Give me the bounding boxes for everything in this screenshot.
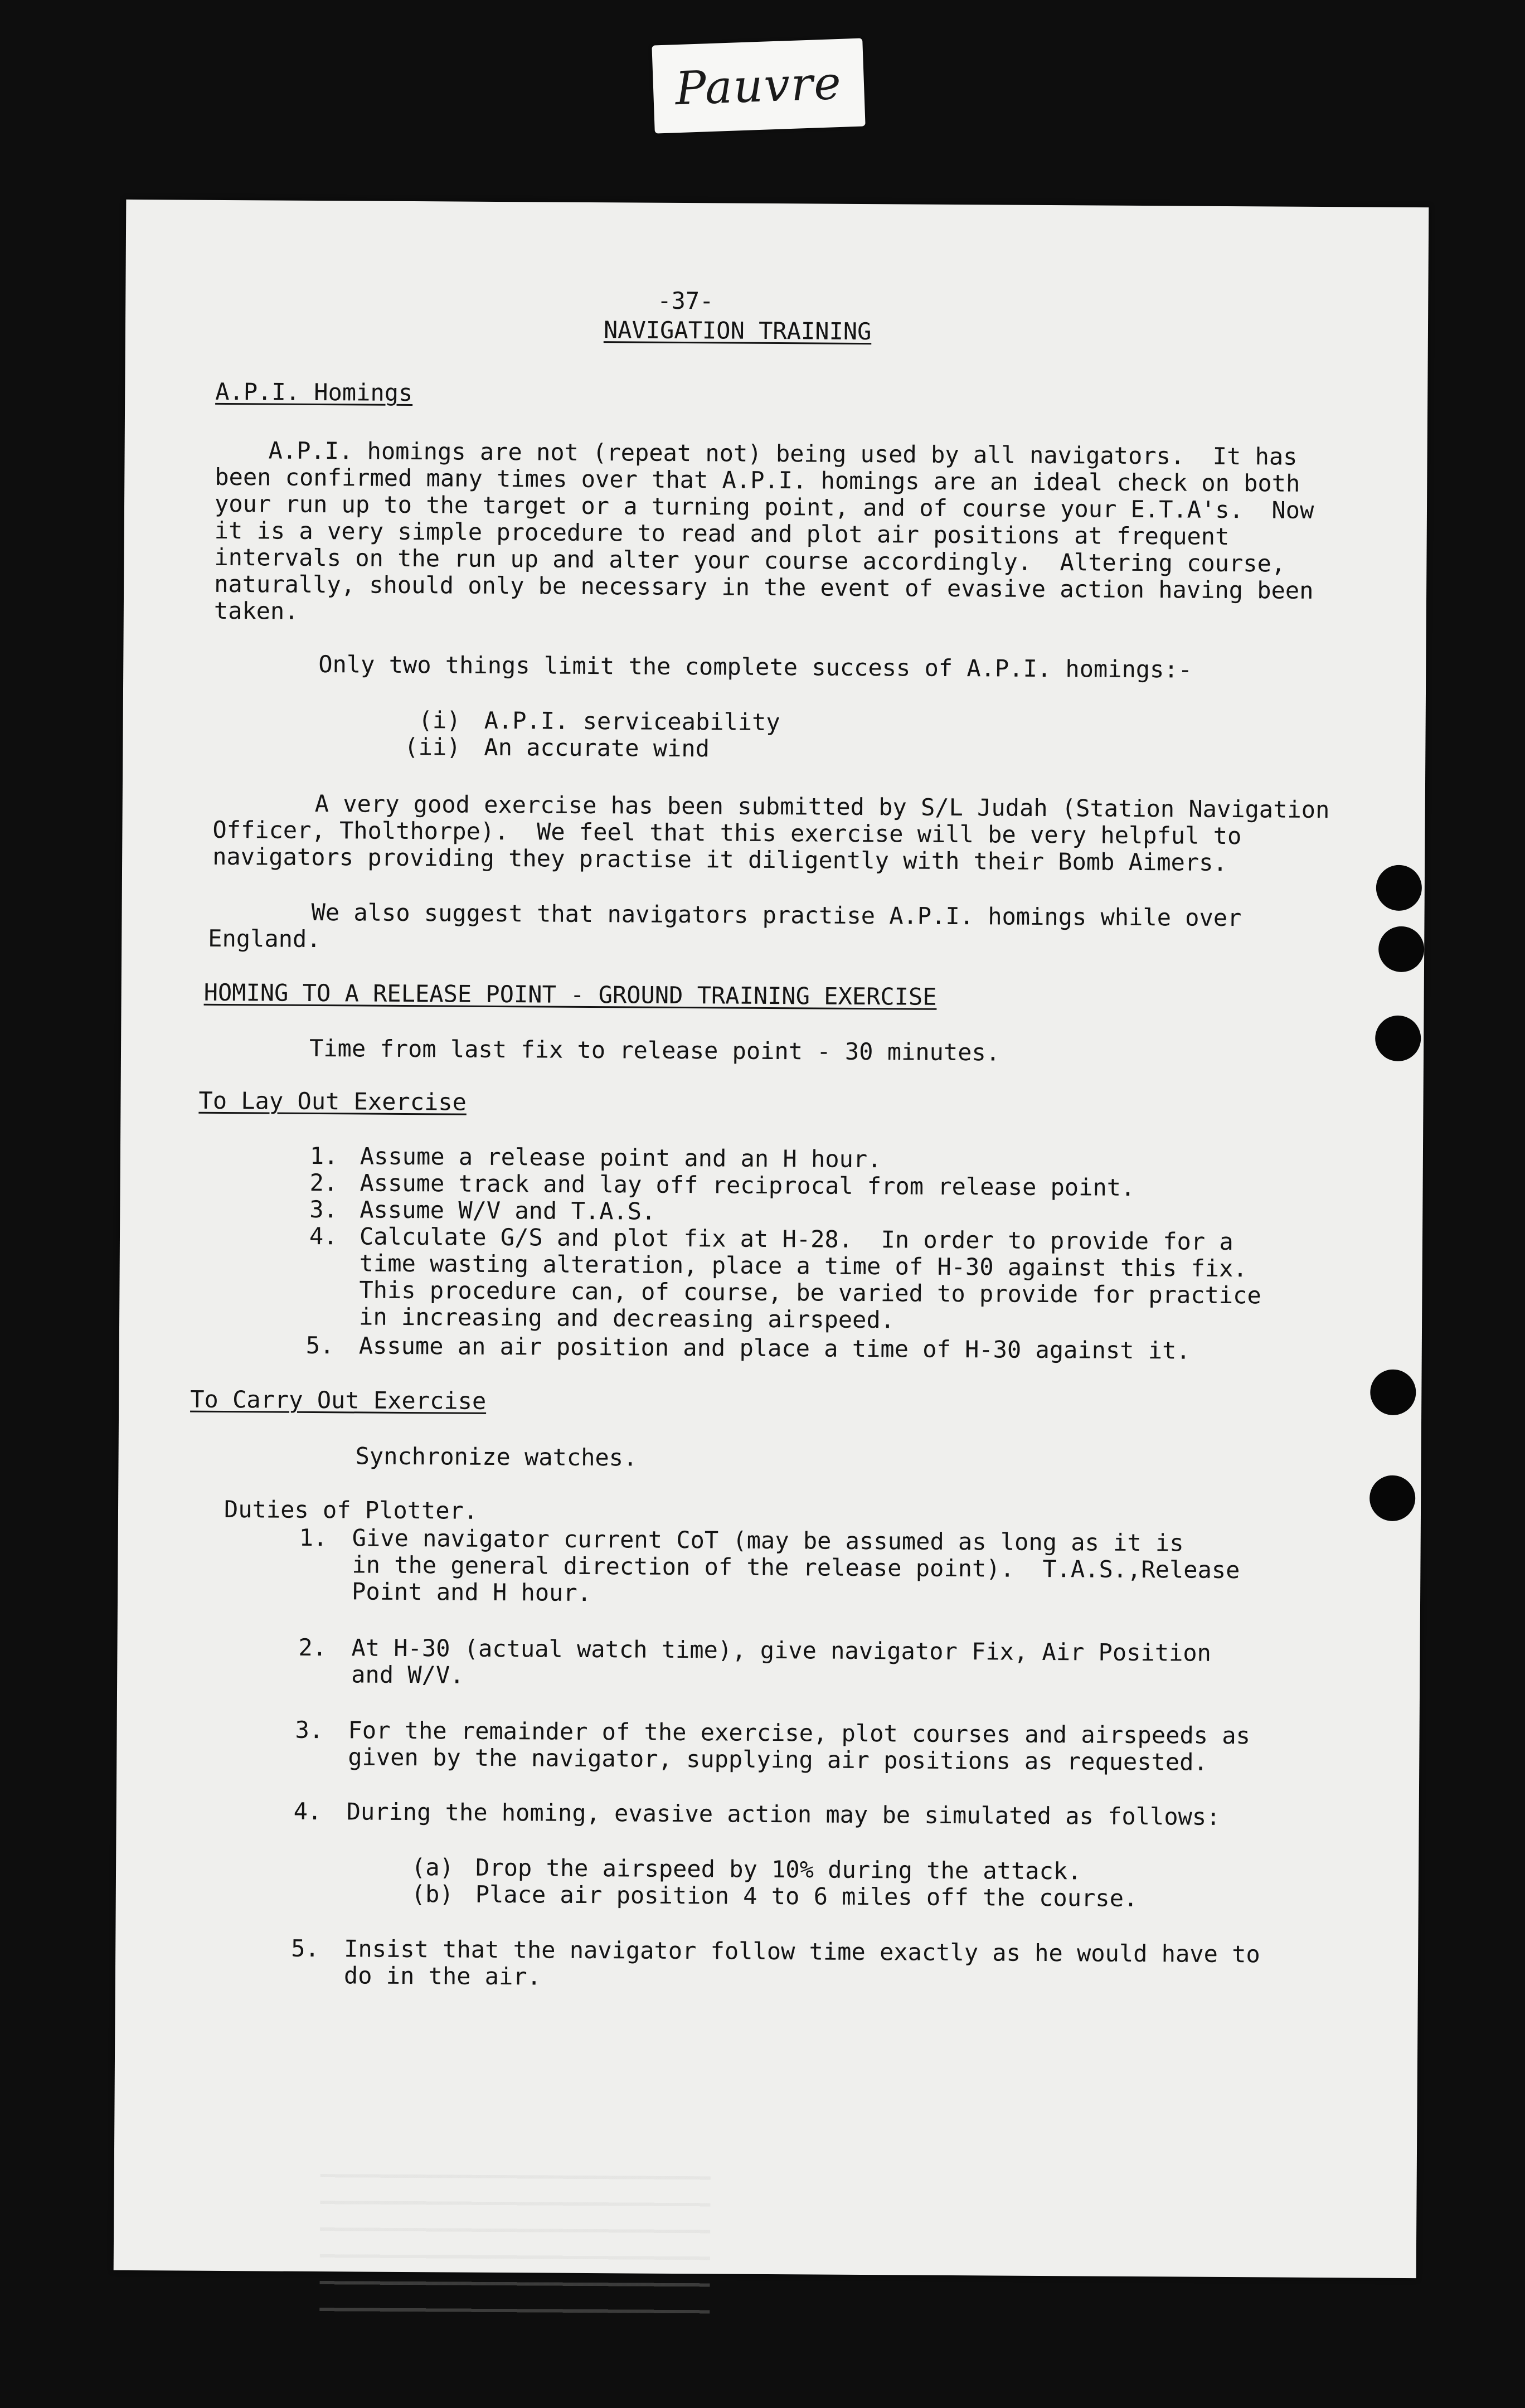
duty-2-line-2: and W/V. <box>351 1661 464 1689</box>
api-intro: Only two things limit the complete success of A.P.I. homings:- <box>318 650 1193 683</box>
layout-step-4-line-3: This procedure can, of course, be varied to provide for practice <box>359 1276 1261 1309</box>
evasive-num-b: (b) <box>411 1880 454 1908</box>
archive-tag-text: Pauvre <box>674 56 843 115</box>
layout-step-4-line-2: time wasting alteration, place a time of H-30 against this fix. <box>359 1249 1247 1283</box>
limit-num-1: (i) <box>418 706 461 734</box>
carry-duties-label: Duties of Plotter. <box>224 1496 478 1525</box>
layout-step-2: Assume track and lay off reciprocal from release point. <box>360 1169 1135 1201</box>
api-para1-line-4: it is a very simple procedure to read and plot air positions at frequent <box>214 516 1230 550</box>
duty-num-5: 5. <box>291 1934 319 1963</box>
punch-hole-1 <box>1376 865 1422 911</box>
layout-step-num-2: 2. <box>309 1168 338 1197</box>
duty-3-line-2: given by the navigator, supplying air positions as requested. <box>348 1743 1208 1776</box>
archive-tag-label <box>652 38 865 133</box>
punch-hole-4 <box>1370 1370 1416 1415</box>
evasive-text-b: Place air position 4 to 6 miles off the course. <box>475 1880 1138 1912</box>
duty-5-line-1: Insist that the navigator follow time exactly as he would have to <box>344 1935 1260 1968</box>
duty-num-3: 3. <box>295 1716 324 1744</box>
duty-num-2: 2. <box>298 1633 327 1662</box>
section-heading-homing: HOMING TO A RELEASE POINT - GROUND TRAINING EXERCISE <box>203 978 937 1011</box>
api-para1-line-7: taken. <box>213 596 299 625</box>
duty-2-line-1: At H-30 (actual watch time), give navigator Fix, Air Position <box>351 1634 1212 1667</box>
duty-1-line-3: Point and H hour. <box>351 1577 592 1607</box>
api-para1-line-6: naturally, should only be necessary in the event of evasive action having been <box>214 570 1314 604</box>
duty-5-line-2: do in the air. <box>343 1962 542 1991</box>
bleed-through-marks <box>319 2174 711 2321</box>
api-para1-line-5: intervals on the run up and alter your course accordingly. Altering course, <box>214 543 1286 577</box>
duty-1-line-1: Give navigator current CoT (may be assumed as long as it is <box>352 1524 1184 1557</box>
homing-time-note: Time from last fix to release point - 30 minutes. <box>309 1034 1001 1066</box>
layout-step-1: Assume a release point and an H hour. <box>360 1142 882 1173</box>
duty-num-4: 4. <box>293 1797 322 1826</box>
layout-step-num-1: 1. <box>309 1142 338 1170</box>
api-para1-line-2: been confirmed many times over that A.P.I. homings are an ideal check on both <box>215 463 1300 497</box>
layout-step-num-4: 4. <box>309 1222 338 1250</box>
api-para1-line-3: your run up to the target or a turning point, and of course your E.T.A's. Now <box>214 489 1314 524</box>
layout-step-num-5: 5. <box>305 1331 334 1360</box>
layout-step-num-3: 3. <box>309 1195 338 1224</box>
evasive-num-a: (a) <box>411 1853 454 1881</box>
section-heading-carry: To Carry Out Exercise <box>190 1385 487 1415</box>
page-title: NAVIGATION TRAINING <box>603 316 872 346</box>
api-para1-line-1: A.P.I. homings are not (repeat not) being used by all navigators. It has <box>268 436 1298 470</box>
duty-1-line-2: in the general direction of the release point). T.A.S.,Release <box>352 1551 1240 1584</box>
punch-hole-5 <box>1369 1475 1415 1521</box>
layout-step-4-line-4: in increasing and decreasing airspeed. <box>358 1303 895 1334</box>
page-number: -37- <box>657 287 714 315</box>
duty-4-line-1: During the homing, evasive action may be simulated as follows: <box>346 1798 1221 1831</box>
evasive-text-a: Drop the airspeed by 10% during the attack. <box>475 1853 1082 1885</box>
api-para3-line-1: We also suggest that navigators practise A.P.I. homings while over <box>311 898 1242 932</box>
section-heading-api: A.P.I. Homings <box>215 377 413 407</box>
punch-hole-3 <box>1375 1016 1421 1061</box>
punch-hole-2 <box>1378 926 1424 972</box>
document-page <box>114 200 1429 2278</box>
limit-num-2: (ii) <box>404 732 461 761</box>
api-para2-line-1: A very good exercise has been submitted by S/L Judah (Station Navigation <box>314 789 1330 824</box>
layout-step-3: Assume W/V and T.A.S. <box>360 1196 656 1225</box>
api-para3-line-2: England. <box>208 924 321 953</box>
layout-step-4-line-1: Calculate G/S and plot fix at H-28. In order to provide for a <box>359 1222 1233 1256</box>
carry-sync: Synchronize watches. <box>355 1442 638 1472</box>
api-para2-line-3: navigators providing they practise it diligently with their Bomb Aimers. <box>212 842 1227 876</box>
limit-text-2: An accurate wind <box>484 733 710 763</box>
duty-3-line-1: For the remainder of the exercise, plot courses and airspeeds as <box>348 1716 1251 1750</box>
layout-step-5: Assume an air position and place a time of H-30 against it. <box>358 1332 1191 1365</box>
api-para2-line-2: Officer, Tholthorpe). We feel that this exercise will be very helpful to <box>212 815 1242 850</box>
limit-text-1: A.P.I. serviceability <box>484 706 780 736</box>
duty-num-1: 1. <box>299 1523 328 1552</box>
section-heading-layout: To Lay Out Exercise <box>198 1086 467 1116</box>
